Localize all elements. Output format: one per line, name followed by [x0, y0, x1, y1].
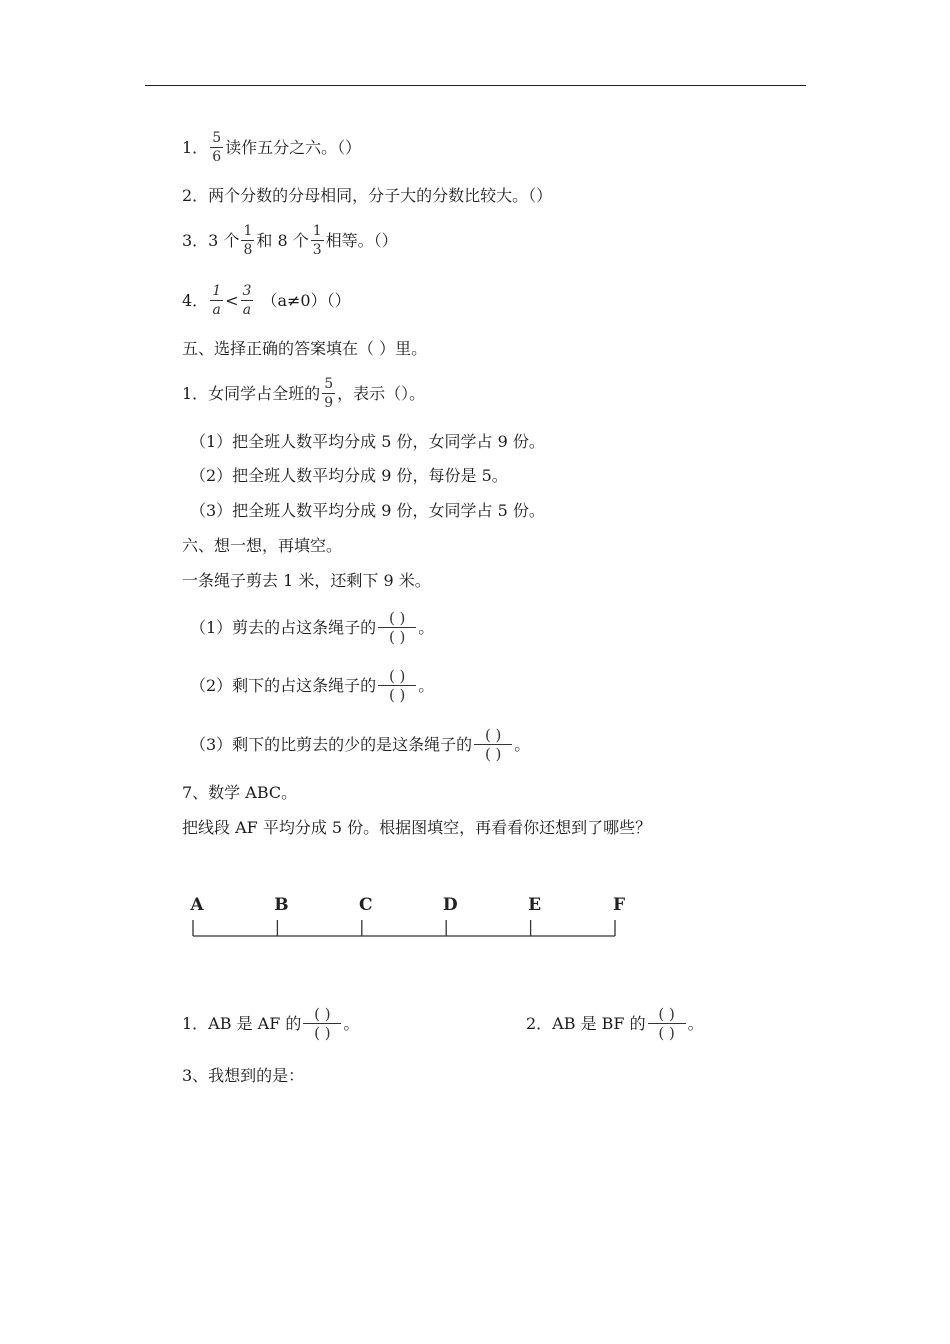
point-label-d: D — [442, 895, 458, 915]
point-label-b: B — [274, 895, 289, 915]
point-label-c: C — [359, 895, 373, 915]
fraction-1-a: $\frac{1}{a}$ — [212, 283, 222, 318]
fraction-5-9: $\frac{5}{9}$ — [324, 376, 334, 411]
section6-title: 六、想一想，再填空。 — [182, 536, 343, 555]
section7-intro: 把线段 AF 平均分成 5 份。根据图填空，再看看你还想到了哪些？ — [182, 818, 652, 837]
blank-fraction[interactable]: $\frac{( )}{( )}$ — [474, 727, 512, 762]
judge-q4: 4． $\frac{1}{a}$ < $\frac{3}{a}$ （a≠0）（） — [182, 283, 351, 318]
section5-title: 五、选择正确的答案填在（ ）里。 — [182, 339, 428, 358]
section7-title: 7、数学 ABC。 — [182, 783, 298, 802]
section7-q3: 3、我想到的是： — [182, 1066, 305, 1085]
section5-q1: 1．女同学占全班的 $\frac{5}{9}$ ，表示（）。 — [182, 376, 426, 411]
blank-fraction[interactable]: $\frac{( )}{( )}$ — [303, 1006, 341, 1041]
section6-q1: （1）剪去的占这条绳子的 $\frac{( )}{( )}$ 。 — [190, 609, 435, 646]
fraction-1-3: $\frac{1}{3}$ — [312, 223, 322, 258]
section6-q3: （3）剩下的比剪去的少的是这条绳子的 $\frac{( )}{( )}$ 。 — [190, 726, 531, 763]
point-label-a: A — [190, 895, 204, 915]
blank-fraction[interactable]: $\frac{( )}{( )}$ — [378, 668, 416, 703]
blank-fraction[interactable]: $\frac{( )}{( )}$ — [648, 1006, 686, 1041]
section6-intro: 一条绳子剪去 1 米，还剩下 9 米。 — [182, 571, 431, 590]
judge-q3: 3．3 个 $\frac{1}{8}$ 和 8 个 $\frac{1}{3}$ 相等。（） — [182, 223, 398, 258]
fraction-1-8: $\frac{1}{8}$ — [243, 223, 253, 258]
section6-q2: （2）剩下的占这条绳子的 $\frac{( )}{( )}$ 。 — [190, 667, 435, 704]
q1-number: 1． — [182, 137, 209, 157]
fraction-3-a: $\frac{3}{a}$ — [242, 283, 252, 318]
section7-q2: 2．AB 是 BF 的 $\frac{( )}{( )}$ 。 — [526, 1005, 704, 1042]
blank-fraction[interactable]: $\frac{( )}{( )}$ — [378, 610, 416, 645]
section5-option-1: （1）把全班人数平均分成 5 份，女同学占 9 份。 — [190, 432, 545, 451]
judge-q2: 2．两个分数的分母相同，分子大的分数比较大。（） — [182, 186, 553, 205]
section5-option-3: （3）把全班人数平均分成 9 份，女同学占 5 份。 — [190, 501, 545, 520]
header-rule — [145, 85, 806, 86]
judge-q1 — [182, 130, 361, 165]
point-label-f: F — [612, 895, 626, 915]
section7-q1: 1．AB 是 AF 的 $\frac{( )}{( )}$ 。 — [182, 1005, 360, 1042]
point-label-e: E — [528, 895, 542, 915]
q1-text: 读作五分之六。（） — [225, 137, 362, 157]
section5-option-2: （2）把全班人数平均分成 9 份，每份是 5。 — [190, 466, 508, 485]
fraction-5-6: $\frac{5}{6}$ — [212, 130, 222, 165]
segment-af-diagram — [180, 890, 640, 952]
